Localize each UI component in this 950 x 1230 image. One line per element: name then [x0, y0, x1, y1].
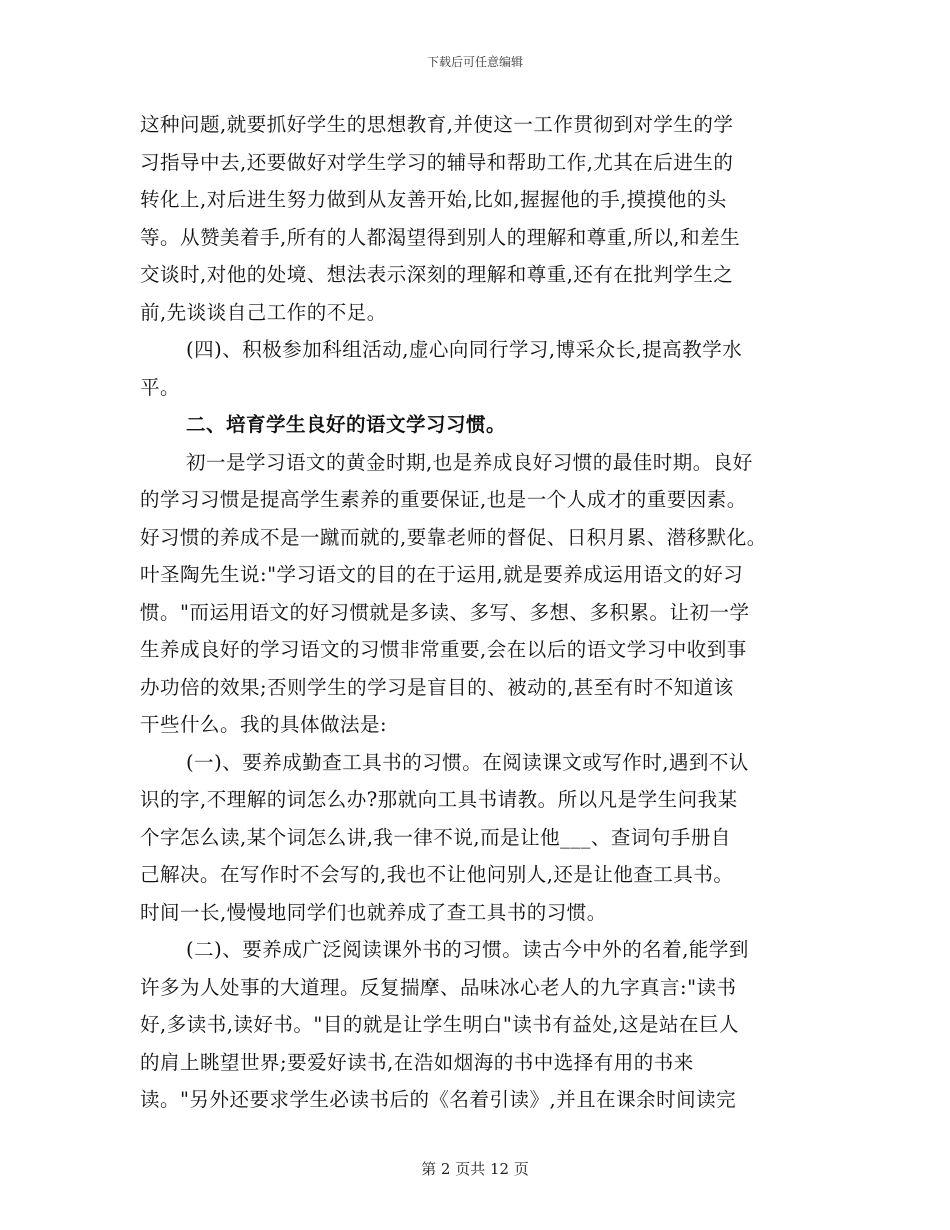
text-line: 个字怎么读,某个词怎么讲,我一律不说,而是让他___、查词句手册自	[140, 825, 731, 849]
text-line: 办功倍的效果;否则学生的学习是盲目的、被动的,甚至有时不知道该	[140, 675, 734, 699]
text-line: 平。	[140, 375, 181, 399]
text-line: 叶圣陶先生说:"学习语文的目的在于运用,就是要养成运用语文的好习	[140, 563, 744, 586]
text-line: 生养成良好的学习语文的习惯非常重要,会在以后的语文学习中收到事	[140, 638, 747, 661]
page-header: 下载后可任意编辑	[426, 55, 523, 69]
text-line: 己解决。在写作时不会写的,我也不让他问别人,还是让他查工具书。	[140, 863, 734, 886]
text-line: 惯。"而运用语文的好习惯就是多读、多写、多想、多积累。让初一学	[140, 600, 750, 624]
text-line: 习指导中去,还要做好对学生学习的辅导和帮助工作,尤其在后进生的	[140, 150, 734, 174]
text-line: 好,多读书,读好书。"目的就是让学生明白"读书有益处,这是站在巨人	[140, 1013, 740, 1036]
page-footer: 第 2 页共 12 页	[421, 1160, 529, 1178]
text-line: (二)、要养成广泛阅读课外书的习惯。读古今中外的名着,能学到	[186, 938, 749, 961]
text-line: 等。从赞美着手,所有的人都渴望得到别人的理解和尊重,所以,和差生	[140, 225, 741, 249]
text-line: 时间一长,慢慢地同学们也就养成了查工具书的习惯。	[140, 900, 607, 924]
text-line: 读。"另外还要求学生必读书后的《名着引读》,并且在课余时间读完	[140, 1088, 737, 1111]
text-line: 交谈时,对他的处境、想法表示深刻的理解和尊重,还有在批判学生之	[140, 263, 734, 286]
section-heading: 二、培育学生良好的语文学习习惯。	[186, 413, 507, 436]
document-body	[140, 106, 820, 1119]
text-line: 初一是学习语文的黄金时期,也是养成良好习惯的最佳时期。良好	[186, 450, 753, 474]
text-line: 转化上,对后进生努力做到从友善开始,比如,握握他的手,摸摸他的头	[140, 188, 727, 211]
text-line: 前,先谈谈自己工作的不足。	[140, 300, 387, 324]
text-line: 的学习习惯是提高学生素养的重要保证,也是一个人成才的重要因素。	[140, 488, 747, 511]
text-line: 识的字,不理解的词怎么办?那就向工具书请教。所以凡是学生问我某	[140, 788, 738, 811]
text-line: 许多为人处事的大道理。反复揣摩、品味冰心老人的九字真言:"读书	[140, 975, 737, 999]
text-line: 好习惯的养成不是一蹴而就的,要靠老师的督促、日积月累、潜移默化。	[140, 525, 767, 549]
text-line: (四)、积极参加科组活动,虚心向同行学习,博采众长,提高教学水	[186, 338, 743, 361]
text-line: 这种问题,就要抓好学生的思想教育,并使这一工作贯彻到对学生的学	[140, 113, 734, 136]
text-line: 干些什么。我的具体做法是:	[140, 713, 388, 736]
text-line: (一)、要养成勤查工具书的习惯。在阅读课文或写作时,遇到不认	[186, 750, 749, 774]
text-line: 的肩上眺望世界;要爱好读书,在浩如烟海的书中选择有用的书来	[140, 1050, 694, 1074]
